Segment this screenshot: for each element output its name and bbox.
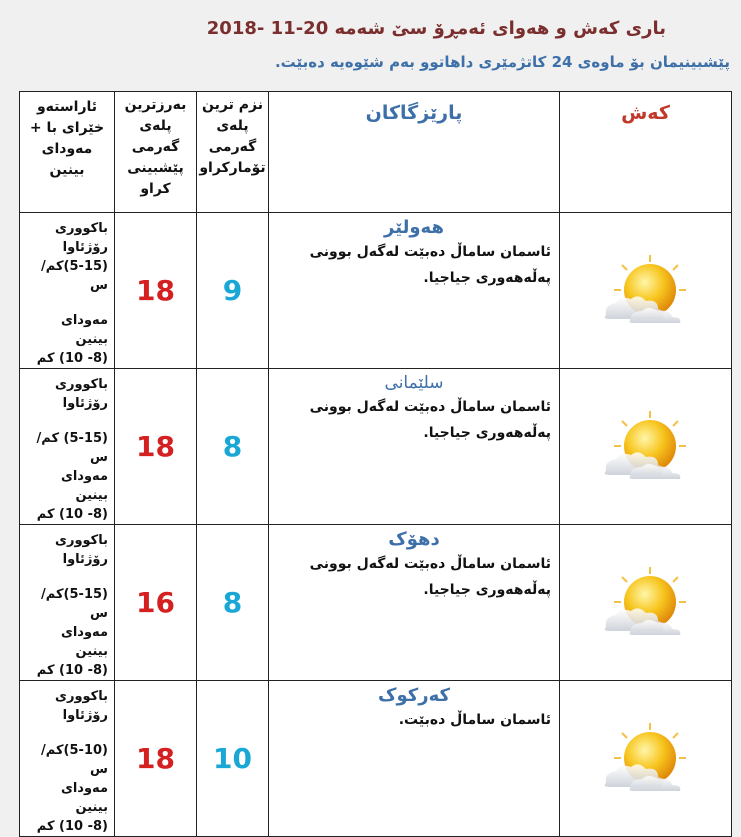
description-line: پەڵەهەوری جیاجیا. bbox=[423, 582, 551, 598]
notes-line: باکووری bbox=[55, 377, 108, 392]
min-temp: 9 bbox=[197, 213, 269, 369]
table-row bbox=[20, 213, 732, 369]
header-notes-line: بینین bbox=[49, 162, 85, 178]
notes-line: باکووری bbox=[55, 689, 108, 704]
header-notes-line: مەودای bbox=[41, 141, 93, 157]
min-temp: 10 bbox=[197, 681, 269, 837]
weather-icon-cell bbox=[560, 525, 732, 681]
notes-line: (8- 10) کم bbox=[36, 351, 108, 366]
notes-line bbox=[24, 295, 108, 311]
header-weather-label: کەش bbox=[621, 102, 670, 124]
max-temp: 18 bbox=[115, 213, 197, 369]
notes-line: (5-15)کم/س bbox=[41, 259, 108, 293]
header-provinces bbox=[269, 92, 560, 213]
header-min-line: تۆمارکراو bbox=[199, 160, 266, 176]
page-title: باری کەش و هەوای ئەمڕۆ سێ شەمە 20-11 -2018 bbox=[206, 18, 666, 39]
max-temp: 16 bbox=[115, 525, 197, 681]
notes-line: (5-10)کم/س bbox=[41, 743, 108, 777]
header-min-line: پلەی bbox=[216, 118, 249, 134]
notes-line: باکووری bbox=[55, 221, 108, 236]
page-subtitle: پێشبینیمان بۆ ماوەی 24 کاتژمێری داهاتوو بەم شێوەیە دەبێت. bbox=[274, 53, 730, 71]
partly-cloudy-sun-icon bbox=[560, 565, 731, 641]
min-temp: 8 bbox=[197, 525, 269, 681]
description-line: ئاسمان ساماڵ دەبێت لەگەل بوونی bbox=[309, 399, 551, 415]
notes-line: (8- 10) کم bbox=[36, 663, 108, 678]
notes-line bbox=[24, 413, 108, 429]
notes-line: (5-15)کم/س bbox=[41, 587, 108, 621]
header-max-line: بەرزترین bbox=[124, 97, 187, 113]
header-min-line: گەرمی bbox=[208, 139, 257, 155]
city-name: کەرکوک bbox=[378, 685, 450, 706]
notes-line: مەودای بینین bbox=[60, 781, 108, 815]
notes-line: باکووری bbox=[55, 533, 108, 548]
description-line: ئاسمان ساماڵ دەبێت لەگەل بوونی bbox=[309, 556, 551, 572]
city-cell bbox=[269, 525, 560, 681]
header-provinces-label: پارێزگاکان bbox=[365, 102, 463, 124]
city-name: سلێمانی bbox=[384, 373, 444, 393]
notes-line: (8- 10) کم bbox=[36, 819, 108, 834]
notes-line: (8- 10) کم bbox=[36, 507, 108, 522]
header-max-temp bbox=[115, 92, 197, 213]
weather-table bbox=[19, 91, 732, 837]
notes-line: رۆژئاوا bbox=[62, 552, 108, 567]
max-temp: 18 bbox=[115, 369, 197, 525]
weather-icon-cell bbox=[560, 681, 732, 837]
notes-line: مەودای بینین bbox=[60, 313, 108, 347]
notes-line: رۆژئاوا bbox=[62, 396, 108, 411]
header-max-line: گەرمی bbox=[131, 139, 180, 155]
header-notes bbox=[20, 92, 115, 213]
partly-cloudy-sun-icon bbox=[560, 253, 731, 329]
city-name: هەولێر bbox=[384, 217, 444, 238]
city-cell bbox=[269, 369, 560, 525]
city-cell bbox=[269, 681, 560, 837]
notes-line bbox=[24, 569, 108, 585]
notes-cell bbox=[20, 681, 115, 837]
city-cell bbox=[269, 213, 560, 369]
header-max-line: پلەی bbox=[139, 118, 172, 134]
notes-line: مەودای بینین bbox=[60, 625, 108, 659]
header-min-line: نزم ترین bbox=[202, 97, 263, 113]
notes-cell bbox=[20, 369, 115, 525]
header-notes-line: ئاراستەو bbox=[36, 99, 98, 115]
notes-line: مەودای بینین bbox=[60, 469, 108, 503]
table-row bbox=[20, 681, 732, 837]
notes-line bbox=[24, 725, 108, 741]
header-notes-line: خێرای با + bbox=[29, 120, 105, 136]
header-max-line: کراو bbox=[140, 181, 171, 197]
table-row bbox=[20, 525, 732, 681]
partly-cloudy-sun-icon bbox=[560, 409, 731, 485]
description-line: پەڵەهەوری جیاجیا. bbox=[423, 425, 551, 441]
max-temp: 18 bbox=[115, 681, 197, 837]
description-line: ئاسمان ساماڵ دەبێت. bbox=[398, 712, 551, 728]
header-weather bbox=[560, 92, 732, 213]
weather-icon-cell bbox=[560, 369, 732, 525]
notes bbox=[20, 369, 114, 524]
city-name: دهۆک bbox=[388, 529, 440, 550]
notes bbox=[20, 681, 114, 836]
partly-cloudy-sun-icon bbox=[560, 721, 731, 797]
notes-line: (5-15) کم/س bbox=[36, 431, 108, 465]
notes-line: رۆژئاوا bbox=[62, 240, 108, 255]
header-max-line: پێشبینی bbox=[127, 160, 184, 176]
notes-line: رۆژئاوا bbox=[62, 708, 108, 723]
min-temp: 8 bbox=[197, 369, 269, 525]
header-min-temp bbox=[197, 92, 269, 213]
description-line: ئاسمان ساماڵ دەبێت لەگەل بوونی bbox=[309, 244, 551, 260]
notes-cell bbox=[20, 525, 115, 681]
table-row bbox=[20, 369, 732, 525]
notes bbox=[20, 525, 114, 680]
notes-cell bbox=[20, 213, 115, 369]
notes bbox=[20, 213, 114, 368]
header-row bbox=[20, 92, 732, 213]
weather-icon-cell bbox=[560, 213, 732, 369]
description-line: پەڵەهەوری جیاجیا. bbox=[423, 270, 551, 286]
